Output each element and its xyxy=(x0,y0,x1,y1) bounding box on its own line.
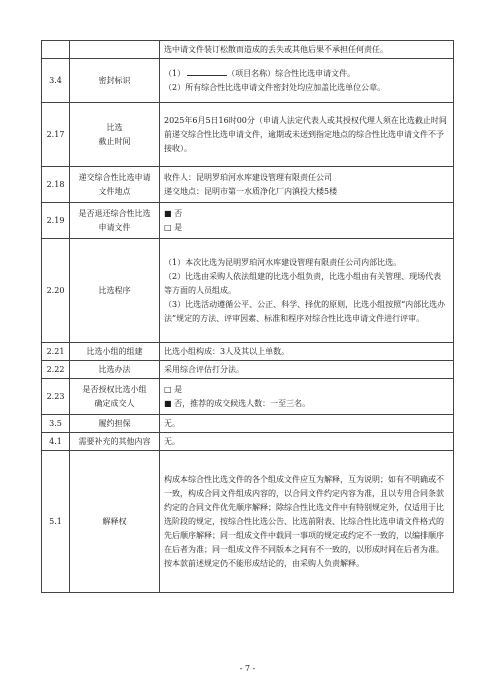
row-content xyxy=(160,343,454,361)
row-number: 2.23 xyxy=(42,379,70,415)
row-content xyxy=(160,103,454,167)
option-yes: □ 是 xyxy=(164,384,183,394)
page-number: - 7 - xyxy=(239,664,256,673)
row-content xyxy=(160,41,454,59)
table-row xyxy=(42,167,454,203)
row-label: 比选程序 xyxy=(70,239,160,343)
row-content xyxy=(160,415,454,433)
content-line: 递交地点：昆明市第一水质净化厂内滇投大楼5楼 xyxy=(164,186,338,196)
checked-box-icon: ■ xyxy=(164,398,172,408)
option-yes: □ 是 xyxy=(164,222,183,232)
row-label: 比选 截止时间 xyxy=(70,103,160,167)
content-line: 采用综合评估打分法。 xyxy=(164,364,244,374)
row-label xyxy=(70,41,160,59)
content-paragraph: （2）比选由采购人依法组建的比选小组负责，比选小组由有关管理、现场代表等方面的人员组成。 xyxy=(164,271,442,295)
content-paragraph: 构成本综合性比选文件的各个组成文件应互为解释，互为说明；如有不明确或不一致，构成合同文件组成内容的，以合同文件约定内容为准，且以专用合同条款约定的合同文件优先顺序解释；除综合性比选文件中有特别规定外，仅适用于比选阶段的规定，按综合性比选公告、比选前附表、比综合性比选申请文件格式的先后顺序解释；同一组成文件中载同一事项的规定或约定不一致的，以编排顺序在后者为准；同一组成文件不同版本之间有不一致的，以形成时间在后者为准。按本款前述规定仍不能形成结论的，由采购人负责解释。 xyxy=(164,474,444,568)
row-number: 3.4 xyxy=(42,59,70,103)
unchecked-box-icon: □ xyxy=(164,222,172,232)
row-label: 是否授权比选小组 确定成交人 xyxy=(70,379,160,415)
unchecked-box-icon: □ xyxy=(164,384,172,394)
row-content xyxy=(160,379,454,415)
table-row xyxy=(42,451,454,593)
content-line: 无。 xyxy=(164,418,180,428)
option-no: ■ 否 xyxy=(164,208,183,218)
row-number: 2.19 xyxy=(42,203,70,239)
row-content xyxy=(160,167,454,203)
row-label: 比选办法 xyxy=(70,361,160,379)
content-line: 选中请文件装订松散而造成的丢失或其他后果不承担任何责任。 xyxy=(164,44,388,54)
content-line: （2）所有综合性比选申请文件密封处均应加盖比选单位公章。 xyxy=(164,83,386,92)
row-label: 密封标识 xyxy=(70,59,160,103)
table-row xyxy=(42,433,454,451)
row-number: 2.22 xyxy=(42,361,70,379)
content-line: 比选小组构成：3人及其以上单数。 xyxy=(164,346,290,356)
row-label: 履约担保 xyxy=(70,415,160,433)
table-row xyxy=(42,103,454,167)
row-label: 解释权 xyxy=(70,451,160,593)
row-number xyxy=(42,41,70,59)
row-number: 5.1 xyxy=(42,451,70,593)
row-label: 需要补充的其他内容 xyxy=(70,433,160,451)
blank-underline xyxy=(187,66,227,76)
table-row xyxy=(42,59,454,103)
row-content xyxy=(160,361,454,379)
table-row xyxy=(42,41,454,59)
row-content xyxy=(160,239,454,343)
content-paragraph: 2025年6月5日16时00分（申请人法定代表人或其授权代理人须在比选截止时间前递交综合性比选申请文件，逾期或未送到指定地点的综合性比选申请文件不予接收）。 xyxy=(164,115,447,153)
content-paragraph: （1）本次比选为昆明罗珀河水库建设管理有限责任公司内部比选。 xyxy=(164,257,402,267)
row-number: 2.20 xyxy=(42,239,70,343)
row-number: 2.17 xyxy=(42,103,70,167)
row-content xyxy=(160,451,454,593)
content-line: 无。 xyxy=(164,436,180,446)
row-content xyxy=(160,203,454,239)
table-row xyxy=(42,379,454,415)
bid-data-table xyxy=(41,40,454,593)
table-row xyxy=(42,415,454,433)
content-line: （1） （项目名称）综合性比选申请文件。 xyxy=(164,66,449,81)
row-label: 是否退还综合性比选 申请文件 xyxy=(70,203,160,239)
row-label: 递交综合性比选申请 文件地点 xyxy=(70,167,160,203)
row-number: 3.5 xyxy=(42,415,70,433)
table-row xyxy=(42,239,454,343)
table-row xyxy=(42,361,454,379)
checked-box-icon: ■ xyxy=(164,208,172,218)
row-content xyxy=(160,433,454,451)
option-no: ■ 否，推荐的成交候选人数：一至三名。 xyxy=(164,398,311,408)
row-number: 2.21 xyxy=(42,343,70,361)
content-line: 收件人：昆明罗珀河水库建设管理有限责任公司 xyxy=(164,172,332,182)
table-row xyxy=(42,343,454,361)
content-paragraph: （3）比选活动遵循公平、公正、科学、择优的原则，比选小组按照“内部比选办法”规定的方法、评审因素、标准和程序对综合性比选申请文件进行评审。 xyxy=(164,299,446,323)
row-label: 比选小组的组建 xyxy=(70,343,160,361)
row-content xyxy=(160,59,454,103)
table-row xyxy=(42,203,454,239)
row-number: 2.18 xyxy=(42,167,70,203)
row-number: 4.1 xyxy=(42,433,70,451)
